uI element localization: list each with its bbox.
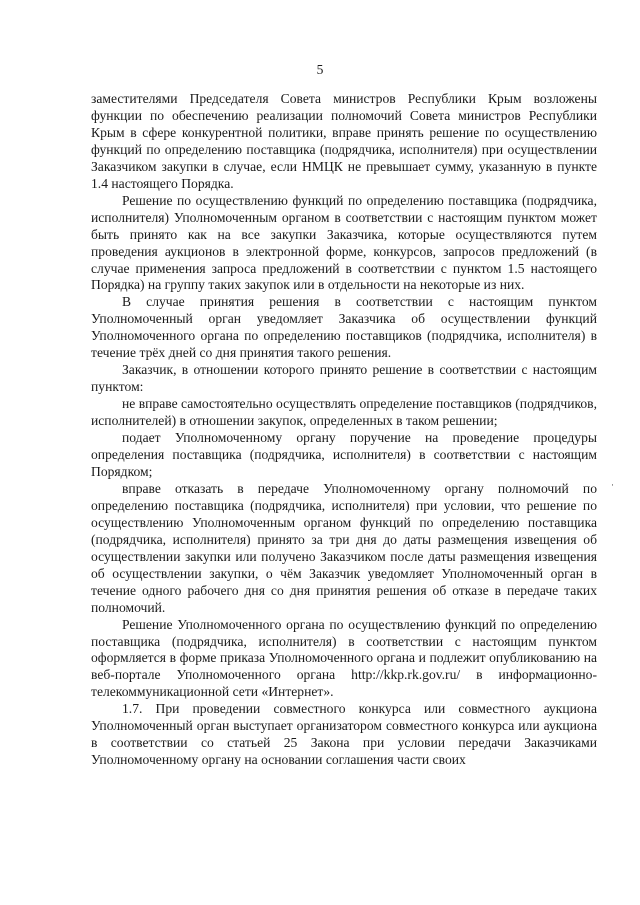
paragraph-notification: В случае принятия решения в соответствии с настоящим пунктом Уполномоченный орган уведомляет Заказчика об осуществлении функций Уполномоченного органа по определению поставщиков (подрядчика, исполнителя) в течение трёх дней со дня принятия такого решения. [91, 294, 597, 361]
paragraph-section-1-7: 1.7. При проведении совместного конкурса или совместного аукциона Уполномоченный орган выступает организатором совместного конкурса или аукциона в соответствии со статьей 25 Закона при условии передачи Заказчиками Уполномоченному органу на основании соглашения части своих [91, 701, 597, 768]
paragraph-list-item-submits-order: подает Уполномоченному органу поручение на проведение процедуры определения поставщика (подрядчика, исполнителя) в соответствии с настоящим Порядком; [91, 430, 597, 479]
paragraph-customer-intro: Заказчик, в отношении которого принято решение в соответствии с настоящим пунктом: [91, 362, 597, 395]
paragraph-list-item-may-refuse: вправе отказать в передаче Уполномоченному органу полномочий по определению поставщика (подрядчика, исполнителя) при условии, что решение по осуществлению Уполномоченным органом функций по определению поставщика (подрядчика, исполнителя) принято за три дня до даты размещения извещения об осуществлении закупки или получено Заказчиком после даты размещения извещения об осуществлении закупки, о чём Заказчик уведомляет Уполномоченный орган в течение одного рабочего дня со дня принятия решения об отказе в передаче таких полномочий. [91, 480, 597, 615]
paragraph-list-item-not-entitled: не вправе самостоятельно осуществлять определение поставщиков (подрядчиков, исполнителей) в отношении закупок, определенных в таком решении; [91, 396, 597, 429]
page-number: 5 [316, 62, 324, 77]
paragraph-continuation: заместителями Председателя Совета министров Республики Крым возложены функции по обеспечению реализации полномочий Совета министров Республики Крым в сфере конкурентной политики, вправе принять решение по осуществлению функций по определению поставщика (подрядчика, исполнителя) при осуществлении Заказчиком закупки в случае, если НМЦК не превышает сумму, указанную в пункте 1.4 настоящего Порядка. [91, 91, 597, 191]
paragraph-publication: Решение Уполномоченного органа по осуществлению функций по определению поставщика (подрядчика, исполнителя) в соответствии с настоящим пунктом оформляется в форме приказа Уполномоченного органа и подлежит опубликованию на веб-портале Уполномоченного органа http://kkp.rk.gov.ru/ в информационно-телекоммуникационной сети «Интернет». [91, 616, 597, 700]
paragraph-decision-scope: Решение по осуществлению функций по определению поставщика (подрядчика, исполнителя) Уполномоченным органом в соответствии с настоящим пунктом может быть принято как на все закупки Заказчика, которые осуществляются путем проведения аукционов в электронной форме, конкурсов, запросов предложений (в случае применения запроса предложений в соответствии с пунктом 1.5 настоящего Порядка) на группу таких закупок или в отдельности на некоторые из них. [91, 192, 597, 293]
margin-mark: · [611, 480, 614, 490]
document-body [91, 91, 597, 769]
